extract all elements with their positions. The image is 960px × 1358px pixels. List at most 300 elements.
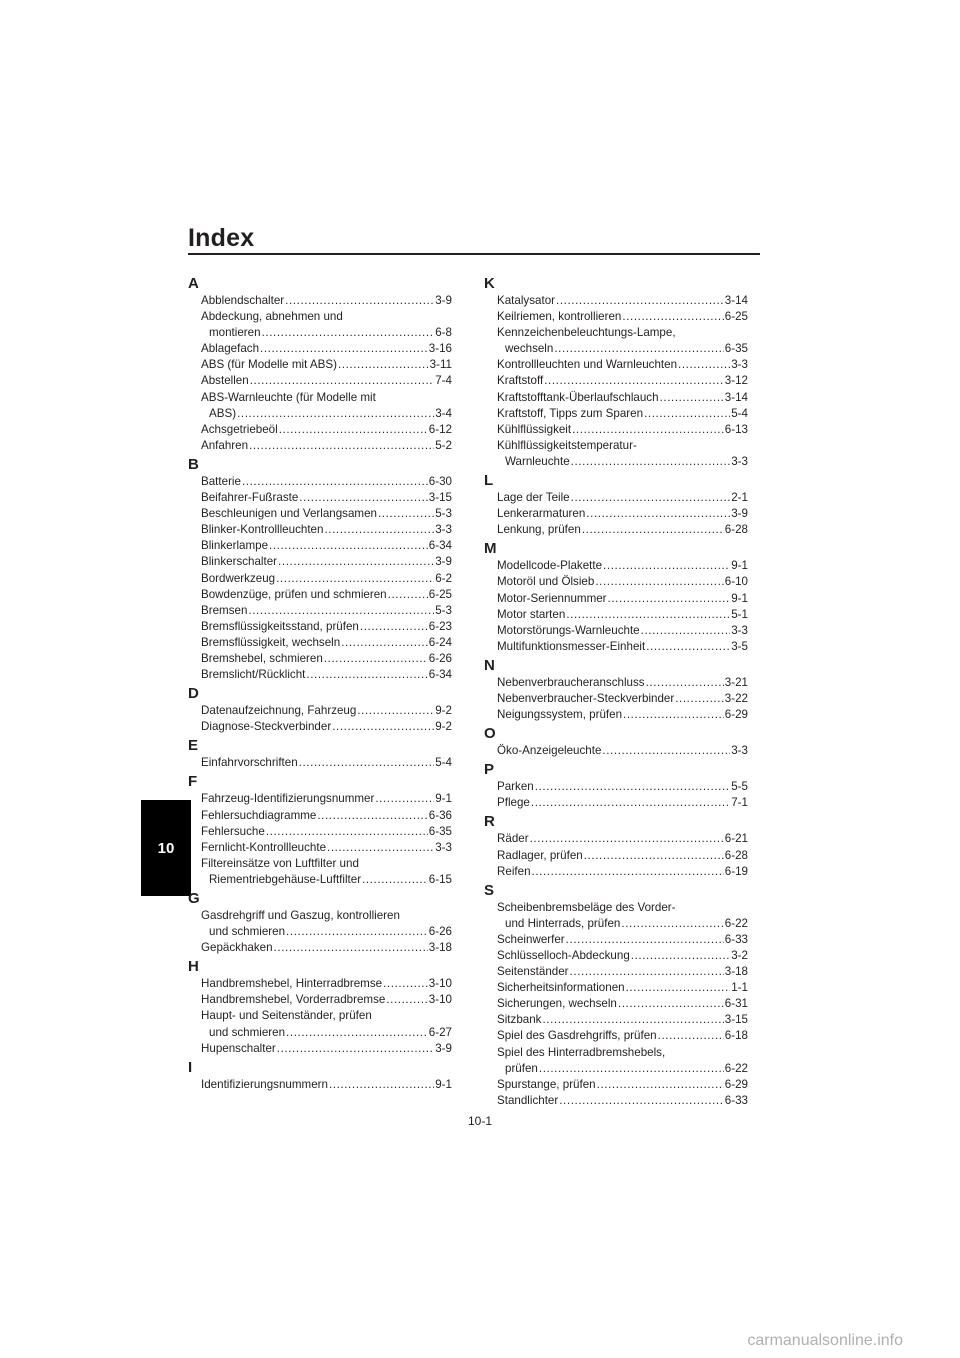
index-entry-text: Abdeckung, abnehmen und bbox=[201, 310, 343, 324]
index-entry-page: 3-22 bbox=[724, 691, 748, 705]
index-entry-text: Kraftstoff, Tipps zum Sparen bbox=[497, 406, 644, 420]
index-entry bbox=[188, 651, 452, 667]
dot-leader bbox=[678, 357, 730, 373]
index-entry bbox=[188, 719, 452, 735]
index-entry-text: Batterie bbox=[201, 474, 241, 488]
index-letter-heading: L bbox=[484, 472, 494, 490]
dot-leader bbox=[566, 932, 724, 948]
index-entry-page: 6-36 bbox=[428, 808, 452, 822]
chapter-tab: 10 bbox=[141, 800, 191, 896]
title-underline bbox=[188, 253, 760, 255]
dot-leader bbox=[248, 603, 434, 619]
index-entry-text: Hupenschalter bbox=[201, 1041, 276, 1055]
index-entry bbox=[484, 779, 748, 795]
index-entry-text: Katalysator bbox=[497, 294, 555, 307]
index-entry bbox=[188, 506, 452, 522]
index-entry-page: 6-29 bbox=[724, 1077, 748, 1091]
index-entry-text: Diagnose-Steckverbinder bbox=[201, 720, 332, 734]
index-entry-text: Motor starten bbox=[497, 607, 566, 621]
index-entry-page: 3-12 bbox=[724, 374, 748, 388]
index-entry bbox=[188, 422, 452, 438]
dot-leader bbox=[317, 808, 427, 824]
index-entry bbox=[188, 522, 452, 538]
dot-leader bbox=[582, 522, 724, 538]
dot-leader bbox=[277, 1041, 434, 1057]
index-letter-heading: E bbox=[188, 737, 199, 755]
index-entry-text: Räder bbox=[497, 832, 529, 846]
index-entry-text: und Hinterrads, prüfen bbox=[505, 916, 621, 930]
index-entry bbox=[484, 1061, 748, 1077]
index-entry-text: ABS) bbox=[209, 406, 237, 420]
index-entry-text: Blinker-Kontrollleuchten bbox=[201, 523, 324, 537]
index-entry-page: 7-1 bbox=[731, 796, 748, 810]
index-entry bbox=[188, 438, 452, 454]
index-entry bbox=[188, 293, 452, 309]
index-entry bbox=[484, 707, 748, 723]
index-entry-page: 6-28 bbox=[724, 848, 748, 862]
dot-leader bbox=[530, 831, 724, 847]
index-entry bbox=[484, 948, 748, 964]
index-entry-page: 6-27 bbox=[428, 1025, 452, 1039]
index-entry-page: 3-16 bbox=[428, 342, 452, 356]
dot-leader bbox=[266, 824, 428, 840]
index-entry-page: 6-33 bbox=[724, 1093, 748, 1107]
dot-leader bbox=[602, 743, 730, 759]
index-entry-page: 6-29 bbox=[724, 708, 748, 722]
watermark: carmanualsonline.info bbox=[747, 1332, 903, 1349]
index-entry bbox=[188, 635, 452, 651]
index-entry bbox=[484, 639, 748, 655]
index-entry-text: Spiel des Gasdrehgriffs, prüfen bbox=[497, 1029, 657, 1043]
index-entry-text: Bremsen bbox=[201, 603, 248, 617]
index-entry-page: 6-8 bbox=[435, 326, 452, 340]
index-entry bbox=[484, 1045, 748, 1061]
index-entry bbox=[188, 357, 452, 373]
index-entry-text: Bremsflüssigkeit, wechseln bbox=[201, 635, 341, 649]
index-entry-page: 9-1 bbox=[731, 559, 748, 573]
index-entry-text: Kraftstofftank-Überlaufschlauch bbox=[497, 390, 659, 404]
index-entry-page: 6-33 bbox=[724, 932, 748, 946]
index-entry-text: Fehlersuchdiagramme bbox=[201, 808, 317, 822]
dot-leader bbox=[274, 940, 428, 956]
index-entry bbox=[484, 422, 748, 438]
dot-leader bbox=[378, 506, 434, 522]
index-entry-text: Nebenverbraucheranschluss bbox=[497, 675, 645, 689]
index-entry-page: 9-1 bbox=[731, 591, 748, 605]
index-letter-heading: B bbox=[188, 455, 199, 473]
dot-leader bbox=[338, 357, 429, 373]
index-entry-text: Spurstange, prüfen bbox=[497, 1077, 596, 1091]
index-entry-page: 1-1 bbox=[731, 981, 748, 995]
index-letter-heading: A bbox=[188, 275, 199, 292]
index-entry bbox=[188, 1041, 452, 1057]
index-entry bbox=[484, 406, 748, 422]
index-entry-page: 3-18 bbox=[724, 965, 748, 979]
index-entry-page: 3-9 bbox=[731, 507, 748, 521]
index-letter-heading: M bbox=[484, 540, 497, 558]
index-entry-text: Datenaufzeichnung, Fahrzeug bbox=[201, 704, 357, 718]
index-entry-text: Beifahrer-Fußraste bbox=[201, 491, 299, 505]
index-entry-text: Abstellen bbox=[201, 374, 249, 388]
index-letter-heading: G bbox=[188, 890, 200, 907]
dot-leader bbox=[383, 976, 428, 992]
index-entry-page: 6-22 bbox=[724, 1061, 748, 1075]
index-letter-heading: N bbox=[484, 656, 495, 674]
index-letter-heading: F bbox=[188, 773, 198, 791]
dot-leader bbox=[584, 848, 724, 864]
index-entry bbox=[484, 341, 748, 357]
index-entry-page: 5-2 bbox=[435, 438, 452, 452]
index-entry-page: 3-3 bbox=[731, 744, 748, 758]
index-entry-page: 6-26 bbox=[428, 925, 452, 939]
index-entry-text: Nebenverbraucher-Steckverbinder bbox=[497, 691, 675, 705]
index-entry-text: Fernlicht-Kontrollleuchte bbox=[201, 840, 327, 854]
index-entry-text: Warnleuchte bbox=[505, 454, 570, 468]
index-entry-text: Blinkerlampe bbox=[201, 539, 269, 553]
index-entry bbox=[484, 506, 748, 522]
index-entry bbox=[188, 924, 452, 940]
index-entry-text: prüfen bbox=[505, 1061, 538, 1075]
index-entry-text: Sicherungen, wechseln bbox=[497, 997, 617, 1011]
index-entry-page: 6-22 bbox=[724, 916, 748, 930]
index-entry bbox=[188, 490, 452, 506]
index-entry bbox=[484, 490, 748, 506]
index-entry-page: 6-19 bbox=[724, 864, 748, 878]
index-entry-text: Motorstörungs-Warnleuchte bbox=[497, 623, 640, 637]
dot-leader bbox=[299, 755, 435, 771]
index-entry-page: 6-24 bbox=[428, 635, 452, 649]
index-entry bbox=[484, 1077, 748, 1093]
index-entry-text: Einfahrvorschriften bbox=[201, 756, 298, 770]
dot-leader bbox=[260, 341, 428, 357]
dot-leader bbox=[570, 964, 724, 980]
index-entry-page: 6-34 bbox=[428, 668, 452, 682]
index-entry bbox=[188, 571, 452, 587]
index-entry-page: 5-1 bbox=[731, 607, 748, 621]
index-entry-page: 9-1 bbox=[435, 792, 452, 806]
index-entry bbox=[188, 908, 452, 924]
index-entry bbox=[484, 1028, 748, 1044]
dot-leader bbox=[595, 574, 723, 590]
dot-leader bbox=[269, 538, 428, 554]
dot-leader bbox=[386, 992, 427, 1008]
index-entry-text: Kühlflüssigkeit bbox=[497, 422, 572, 436]
dot-leader bbox=[388, 587, 428, 603]
dot-leader bbox=[646, 639, 730, 655]
index-entry-text: Lage der Teile bbox=[497, 491, 570, 505]
index-entry-page: 9-2 bbox=[435, 704, 452, 718]
dot-leader bbox=[566, 607, 730, 623]
dot-leader bbox=[603, 558, 730, 574]
index-entry-text: Blinkerschalter bbox=[201, 555, 278, 569]
index-entry-text: Fahrzeug-Identifizierungsnummer bbox=[201, 792, 375, 806]
index-entry-text: Scheibenbremsbeläge des Vorder- bbox=[497, 900, 676, 914]
index-entry-text: ABS-Warnleuchte (für Modelle mit bbox=[201, 390, 376, 404]
index-entry-page: 3-10 bbox=[428, 977, 452, 991]
index-entry-page: 3-3 bbox=[435, 523, 452, 537]
dot-leader bbox=[299, 490, 427, 506]
index-entry-page: 6-25 bbox=[724, 310, 748, 324]
index-entry-page: 5-4 bbox=[435, 756, 452, 770]
index-entry-page: 3-15 bbox=[428, 491, 452, 505]
dot-leader bbox=[249, 438, 434, 454]
index-entry bbox=[484, 864, 748, 880]
index-entry-page: 3-18 bbox=[428, 941, 452, 955]
index-entry bbox=[484, 932, 748, 948]
index-letter-heading: O bbox=[484, 725, 496, 743]
dot-leader bbox=[531, 795, 730, 811]
index-entry bbox=[484, 916, 748, 932]
index-entry bbox=[484, 373, 748, 389]
index-entry-text: Bremslicht/Rücklicht bbox=[201, 668, 306, 682]
index-entry-text: Haupt- und Seitenständer, prüfen bbox=[201, 1009, 372, 1023]
index-entry-text: Modellcode-Plakette bbox=[497, 559, 603, 573]
index-column-left bbox=[188, 273, 452, 1093]
index-entry-page: 6-30 bbox=[428, 474, 452, 488]
dot-leader bbox=[279, 422, 428, 438]
index-entry-page: 6-23 bbox=[428, 619, 452, 633]
index-entry-page: 5-3 bbox=[435, 603, 452, 617]
index-entry bbox=[484, 607, 748, 623]
index-entry-page: 6-15 bbox=[428, 872, 452, 886]
index-entry-text: Handbremshebel, Hinterradbremse bbox=[201, 977, 383, 991]
index-entry-page: 6-34 bbox=[428, 539, 452, 553]
index-entry-page: 6-12 bbox=[428, 422, 452, 436]
index-entry-text: Keilriemen, kontrollieren bbox=[497, 310, 622, 324]
index-entry-page: 3-5 bbox=[731, 639, 748, 653]
index-entry bbox=[484, 574, 748, 590]
index-entry-text: Neigungssystem, prüfen bbox=[497, 708, 623, 722]
index-entry bbox=[188, 840, 452, 856]
dot-leader bbox=[542, 1012, 723, 1028]
index-entry-text: Bremsflüssigkeitsstand, prüfen bbox=[201, 619, 359, 633]
index-entry-page: 3-4 bbox=[435, 406, 452, 420]
index-letter-heading: P bbox=[484, 761, 495, 779]
index-entry-page: 3-9 bbox=[435, 294, 452, 307]
index-entry-text: Identifizierungsnummern bbox=[201, 1077, 328, 1091]
index-entry bbox=[188, 872, 452, 888]
index-entry bbox=[484, 623, 748, 639]
index-letter-heading: D bbox=[188, 685, 199, 703]
index-entry bbox=[484, 591, 748, 607]
index-entry-text: Motoröl und Ölsieb bbox=[497, 575, 595, 589]
index-entry-page: 3-3 bbox=[731, 358, 748, 372]
index-entry bbox=[188, 390, 452, 406]
index-entry-page: 6-31 bbox=[724, 997, 748, 1011]
index-entry-page: 6-2 bbox=[435, 571, 452, 585]
index-entry-text: wechseln bbox=[505, 342, 554, 356]
index-entry-text: Parken bbox=[497, 780, 534, 794]
index-entry bbox=[484, 795, 748, 811]
dot-leader bbox=[658, 1028, 724, 1044]
dot-leader bbox=[362, 872, 428, 888]
dot-leader bbox=[286, 924, 428, 940]
dot-leader bbox=[332, 719, 434, 735]
index-entry bbox=[188, 619, 452, 635]
index-entry bbox=[188, 587, 452, 603]
index-entry bbox=[484, 1093, 748, 1109]
index-entry bbox=[188, 992, 452, 1008]
dot-leader bbox=[571, 490, 731, 506]
index-entry-page: 6-28 bbox=[724, 523, 748, 537]
index-entry bbox=[484, 357, 748, 373]
index-entry-text: montieren bbox=[209, 326, 261, 340]
index-entry-page: 6-21 bbox=[724, 832, 748, 846]
dot-leader bbox=[586, 506, 730, 522]
index-entry-text: Gepäckhaken bbox=[201, 941, 273, 955]
index-entry-page: 3-21 bbox=[724, 675, 748, 689]
index-entry bbox=[484, 309, 748, 325]
index-letter-heading: S bbox=[484, 881, 495, 899]
index-entry-text: Kontrollleuchten und Warnleuchten bbox=[497, 358, 678, 372]
index-entry-page: 2-1 bbox=[731, 491, 748, 505]
index-entry-page: 3-11 bbox=[429, 358, 452, 372]
index-entry-page: 6-26 bbox=[428, 651, 452, 665]
index-entry bbox=[188, 703, 452, 719]
index-entry-text: Lenkung, prüfen bbox=[497, 523, 581, 537]
dot-leader bbox=[262, 325, 435, 341]
index-entry-page: 9-1 bbox=[435, 1077, 452, 1091]
dot-leader bbox=[324, 651, 428, 667]
dot-leader bbox=[623, 707, 724, 723]
dot-leader bbox=[554, 341, 723, 357]
index-entry-text: Lenkerarmaturen bbox=[497, 507, 586, 521]
index-entry-page: 3-14 bbox=[724, 294, 748, 307]
index-entry-text: Gasdrehgriff und Gaszug, kontrollieren bbox=[201, 909, 400, 922]
index-entry bbox=[188, 309, 452, 325]
dot-leader bbox=[626, 980, 731, 996]
index-entry bbox=[188, 474, 452, 490]
index-entry-text: Fehlersuche bbox=[201, 824, 265, 838]
index-entry-text: Anfahren bbox=[201, 438, 249, 452]
dot-leader bbox=[559, 1093, 724, 1109]
dot-leader bbox=[641, 623, 731, 639]
dot-leader bbox=[631, 948, 730, 964]
index-entry-page: 5-5 bbox=[731, 780, 748, 794]
index-entry-text: Multifunktionsmesser-Einheit bbox=[497, 639, 646, 653]
index-entry-text: Kraftstoff bbox=[497, 374, 544, 388]
index-entry bbox=[484, 438, 748, 454]
index-entry bbox=[484, 454, 748, 470]
index-entry-page: 5-4 bbox=[731, 406, 748, 420]
index-entry bbox=[188, 603, 452, 619]
dot-leader bbox=[324, 522, 434, 538]
index-entry-text: Kühlflüssigkeitstemperatur- bbox=[497, 438, 637, 452]
dot-leader bbox=[250, 373, 435, 389]
index-entry-text: Bordwerkzeug bbox=[201, 571, 276, 585]
index-entry bbox=[484, 900, 748, 916]
index-entry-page: 3-2 bbox=[731, 949, 748, 962]
index-entry-text: und schmieren bbox=[209, 1025, 286, 1039]
index-entry-text: Reifen bbox=[497, 864, 531, 878]
dot-leader bbox=[572, 422, 724, 438]
index-entry bbox=[188, 538, 452, 554]
dot-leader bbox=[608, 591, 731, 607]
index-entry bbox=[188, 755, 452, 771]
dot-leader bbox=[646, 675, 724, 691]
page-number: 10-1 bbox=[467, 1114, 493, 1128]
index-entry-page: 3-3 bbox=[731, 623, 748, 637]
dot-leader bbox=[327, 840, 434, 856]
index-entry bbox=[484, 996, 748, 1012]
dot-leader bbox=[535, 779, 731, 795]
index-entry-text: Riementriebgehäuse-Luftfilter bbox=[209, 872, 362, 886]
index-entry-text: Filtereinsätze von Luftfilter und bbox=[201, 856, 359, 870]
index-entry-page: 9-2 bbox=[435, 720, 452, 734]
index-entry bbox=[188, 1025, 452, 1041]
index-entry-text: Motor-Seriennummer bbox=[497, 591, 607, 605]
index-entry-page: 6-13 bbox=[724, 422, 748, 436]
dot-leader bbox=[644, 406, 730, 422]
index-entry bbox=[484, 293, 748, 309]
index-entry-text: Sicherheitsinformationen bbox=[497, 981, 625, 995]
index-entry-text: Kennzeichenbeleuchtungs-Lampe, bbox=[497, 326, 676, 340]
index-entry bbox=[188, 341, 452, 357]
index-entry bbox=[484, 1012, 748, 1028]
index-entry-page: 3-3 bbox=[435, 840, 452, 854]
index-entry-text: Handbremshebel, Vorderradbremse bbox=[201, 993, 386, 1007]
dot-leader bbox=[660, 390, 724, 406]
index-entry bbox=[188, 856, 452, 872]
dot-leader bbox=[621, 916, 723, 932]
index-entry-text: Bremshebel, schmieren bbox=[201, 651, 323, 665]
index-entry bbox=[188, 325, 452, 341]
dot-leader bbox=[341, 635, 428, 651]
index-entry bbox=[188, 976, 452, 992]
index-entry-text: Ablagefach bbox=[201, 342, 260, 356]
dot-leader bbox=[375, 791, 434, 807]
index-entry-page: 6-10 bbox=[724, 575, 748, 589]
index-entry-text: Scheinwerfer bbox=[497, 932, 565, 946]
index-letter-heading: K bbox=[484, 275, 495, 292]
index-entry-text: Beschleunigen und Verlangsamen bbox=[201, 507, 377, 521]
index-entry-page: 3-9 bbox=[435, 1041, 452, 1055]
index-entry-page: 3-14 bbox=[724, 390, 748, 404]
index-entry bbox=[484, 522, 748, 538]
dot-leader bbox=[285, 293, 434, 309]
dot-leader bbox=[357, 703, 434, 719]
index-entry-text: Pflege bbox=[497, 796, 530, 810]
index-entry-text: und schmieren bbox=[209, 925, 286, 939]
index-entry bbox=[484, 743, 748, 759]
dot-leader bbox=[237, 406, 434, 422]
index-entry-page: 3-9 bbox=[435, 555, 452, 569]
index-entry-page: 3-15 bbox=[724, 1013, 748, 1027]
dot-leader bbox=[675, 691, 724, 707]
index-entry bbox=[188, 406, 452, 422]
index-letter-heading: H bbox=[188, 958, 199, 976]
index-entry bbox=[484, 675, 748, 691]
index-entry-text: Spiel des Hinterradbremshebels, bbox=[497, 1045, 666, 1059]
dot-leader bbox=[532, 864, 724, 880]
index-entry bbox=[188, 808, 452, 824]
index-entry bbox=[188, 1008, 452, 1024]
index-entry bbox=[188, 667, 452, 683]
dot-leader bbox=[544, 373, 724, 389]
index-entry-text: Öko-Anzeigeleuchte bbox=[497, 744, 602, 758]
dot-leader bbox=[286, 1025, 428, 1041]
index-entry-page: 6-18 bbox=[724, 1029, 748, 1043]
dot-leader bbox=[360, 619, 428, 635]
index-entry bbox=[188, 1077, 452, 1093]
index-entry-page: 5-3 bbox=[435, 507, 452, 521]
index-entry-page: 6-35 bbox=[724, 342, 748, 356]
index-entry-page: 6-35 bbox=[428, 824, 452, 838]
index-entry bbox=[188, 373, 452, 389]
index-entry bbox=[484, 980, 748, 996]
dot-leader bbox=[622, 309, 723, 325]
index-entry-text: Abblendschalter bbox=[201, 294, 285, 307]
